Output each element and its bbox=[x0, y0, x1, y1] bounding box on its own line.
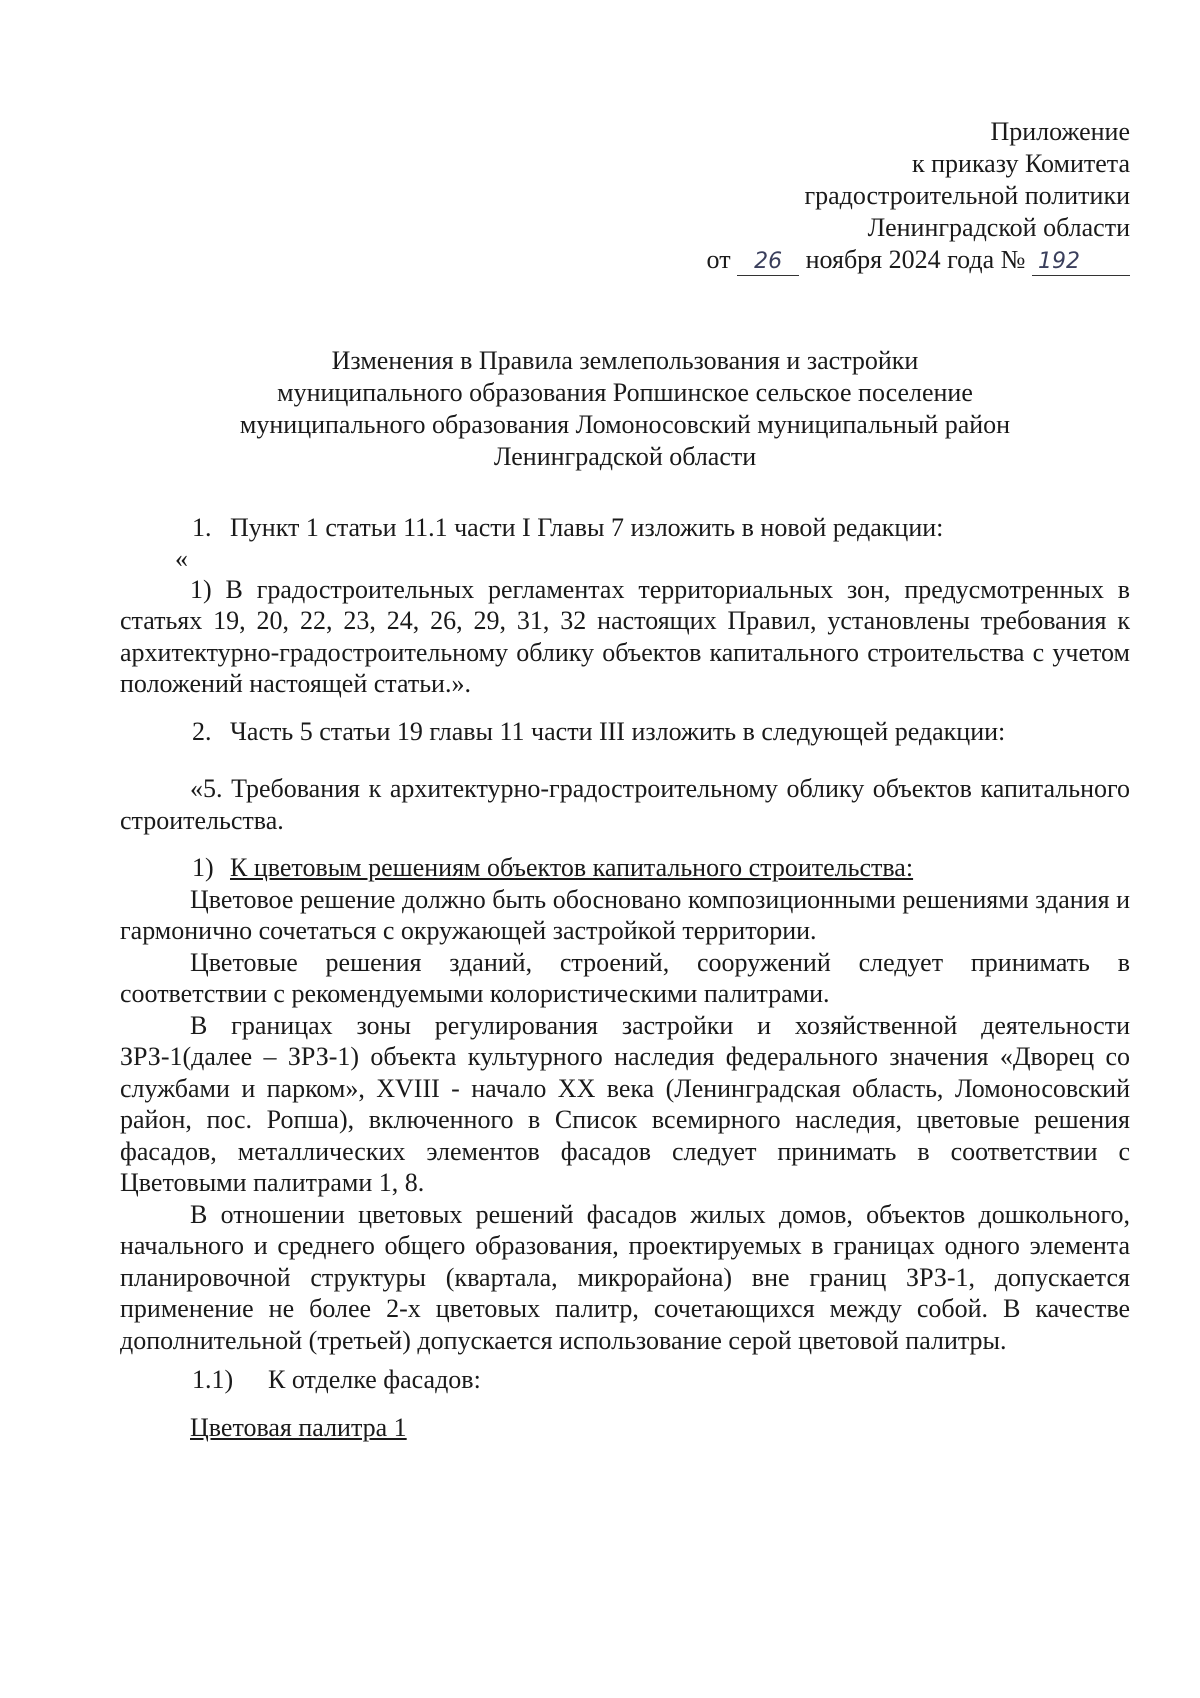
palette-heading: Цветовая палитра 1 bbox=[190, 1412, 407, 1442]
sub-item-1-1 bbox=[120, 1364, 1130, 1396]
list-item-2 bbox=[120, 716, 1130, 748]
list-number: 1) bbox=[192, 853, 214, 882]
date-rest: ноября 2024 года № bbox=[805, 245, 1026, 274]
appendix-line: к приказу Комитета bbox=[911, 149, 1130, 178]
paragraph: Цветовое решение должно быть обосновано композиционными решениями здания и гармонично сочетаться с окружающей застройкой территории. bbox=[120, 884, 1130, 945]
date-prefix: от bbox=[706, 245, 731, 274]
list-number: 1. bbox=[192, 513, 212, 542]
quote-open-mark: « bbox=[175, 543, 188, 573]
appendix-block bbox=[707, 116, 1130, 276]
title-line: муниципального образования Ропшинское сельское поселение bbox=[277, 378, 973, 407]
order-number-handwritten: 192 bbox=[1032, 249, 1130, 276]
sub-item-1 bbox=[120, 852, 1130, 884]
appendix-line: Приложение bbox=[990, 117, 1130, 146]
appendix-line: Ленинградской области bbox=[867, 213, 1130, 242]
document-title bbox=[120, 345, 1130, 473]
palette-heading-line bbox=[120, 1412, 1130, 1444]
appendix-line: градостроительной политики bbox=[804, 181, 1130, 210]
title-line: Ленинградской области bbox=[493, 442, 757, 471]
list-number: 1.1) bbox=[192, 1365, 234, 1394]
paragraph: «5. Требования к архитектурно-градостроительному облику объектов капитального строительства. bbox=[120, 774, 1130, 835]
paragraph: 1) В градостроительных регламентах территориальных зон, предусмотренных в статьях 19, 20, 22, 23, 24, 26, 29, 31, 32 настоящих Правил, установлены требования к архитектурно-градостроительному облику объектов капитального строительства с учетом положений настоящей статьи.». bbox=[120, 574, 1130, 698]
paragraph: В границах зоны регулирования застройки и хозяйственной деятельности ЗРЗ-1(далее – ЗРЗ-1) объекта культурного наследия федерального значения «Дворец со службами и парком», XVIII - начало XX века (Ленинградская область, Ломоносовский район, пос. Ропша), включенного в Список всемирного наследия, цветовые решения фасадов, металлических элементов фасадов следует принимать в соответствии с Цветовыми палитрами 1, 8. bbox=[120, 1010, 1130, 1197]
appendix-date-line bbox=[707, 244, 1130, 276]
date-day-handwritten: 26 bbox=[737, 249, 799, 276]
paragraph: В отношении цветовых решений фасадов жилых домов, объектов дошкольного, начального и среднего общего образования, проектируемых в границах одного элемента планировочной структуры (квартала, микрорайона) вне границ ЗРЗ-1, допускается применение не более 2-х цветовых палитр, сочетающихся между собой. В качестве дополнительной (третьей) допускается использование серой цветовой палитры. bbox=[120, 1199, 1130, 1355]
list-text: Часть 5 статьи 19 главы 11 части III изложить в следующей редакции: bbox=[230, 716, 1006, 746]
title-line: Изменения в Правила землепользования и застройки bbox=[331, 346, 919, 375]
paragraph: Цветовые решения зданий, строений, сооружений следует принимать в соответствии с рекомендуемыми колористическими палитрами. bbox=[120, 947, 1130, 1008]
document-body bbox=[120, 512, 1130, 1443]
section-heading: К цветовым решениям объектов капитального строительства: bbox=[230, 853, 914, 882]
list-text: К отделке фасадов: bbox=[268, 1365, 481, 1394]
list-text: Пункт 1 статьи 11.1 части I Главы 7 изложить в новой редакции: bbox=[230, 513, 944, 542]
title-line: муниципального образования Ломоносовский муниципальный район bbox=[239, 410, 1011, 439]
list-number: 2. bbox=[192, 716, 212, 746]
list-item-1 bbox=[120, 512, 1130, 544]
